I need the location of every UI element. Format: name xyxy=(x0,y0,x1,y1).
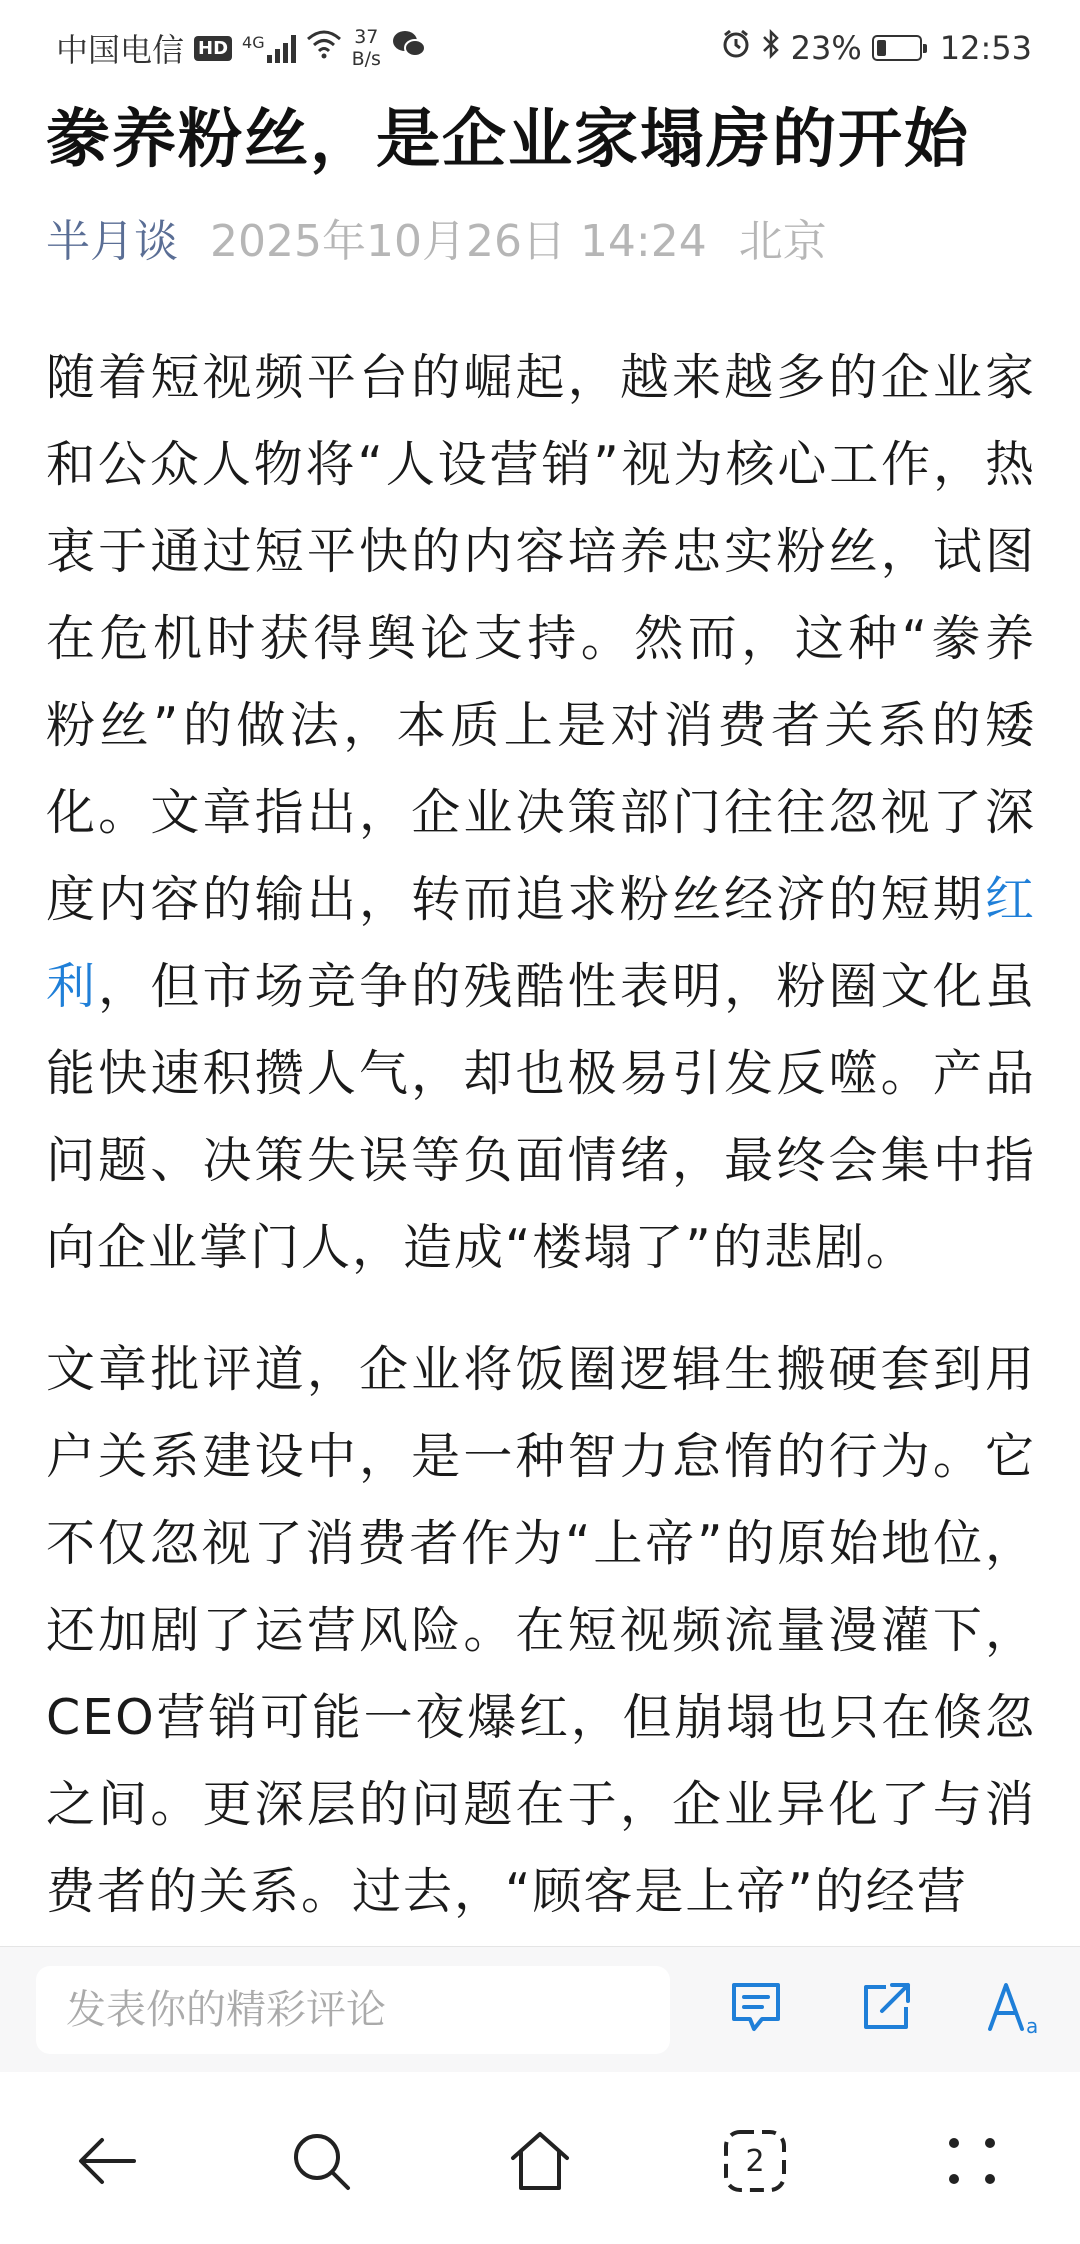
alarm-icon xyxy=(721,29,751,67)
bottom-nav xyxy=(0,2072,1080,2244)
status-right xyxy=(721,29,1032,67)
network-type: 4G xyxy=(242,33,265,52)
article xyxy=(46,96,1036,1935)
status-bar xyxy=(0,0,1080,96)
menu-icon[interactable] xyxy=(927,2116,1017,2206)
net-speed-value: 37 xyxy=(354,26,379,48)
article-author[interactable]: 半月谈 xyxy=(46,216,178,267)
article-datetime: 2025年10月26日 14:24 xyxy=(210,216,707,267)
tabs-icon[interactable] xyxy=(710,2116,800,2206)
carrier-name: 中国电信 xyxy=(56,31,185,69)
status-left xyxy=(56,25,427,71)
battery-percent: 23% xyxy=(790,29,862,67)
back-icon[interactable] xyxy=(62,2116,152,2206)
clock: 12:53 xyxy=(939,29,1032,67)
battery-icon xyxy=(872,35,922,61)
article-title: 豢养粉丝，是企业家塌房的开始 xyxy=(46,103,970,177)
article-body xyxy=(46,334,1036,1935)
hd-badge: HD xyxy=(194,36,232,61)
svg-text:a: a xyxy=(1026,2014,1039,2037)
comment-input[interactable] xyxy=(36,1966,670,2054)
keyword-link[interactable]: 红利 xyxy=(46,871,1036,1015)
paragraph-1-text-a: 随着短视频平台的崛起，越来越多的企业家和公众人物将“人设营销”视为核心工作，热衷于通过短平快的内容培养忠实粉丝，试图在危机时获得舆论支持。然而，这种“豢养粉丝”的做法，本质上是对消费者关系的矮化。文章指出，企业决策部门往往忽视了深度内容的输出，转而追求粉丝经济的短期 xyxy=(46,349,1036,928)
home-icon[interactable] xyxy=(495,2116,585,2206)
article-meta xyxy=(46,212,1036,272)
paragraph-2: 文章批评道，企业将饭圈逻辑生搬硬套到用户关系建设中，是一种智力怠惰的行为。它不仅忽视了消费者作为“上帝”的原始地位，还加剧了运营风险。在短视频流量漫灌下，CEO营销可能一夜爆红，但崩塌也只在倏忽之间。更深层的问题在于，企业异化了与消费者的关系。过去，“顾客是上帝”的经营 xyxy=(46,1341,1036,1920)
article-location: 北京 xyxy=(738,216,827,267)
net-speed xyxy=(352,26,381,70)
share-icon[interactable] xyxy=(848,1969,924,2045)
tab-count: 2 xyxy=(745,2143,765,2179)
paragraph-1 xyxy=(46,334,1036,1291)
font-size-icon[interactable] xyxy=(976,1969,1052,2045)
wifi-icon xyxy=(306,29,342,67)
signal-icon xyxy=(242,33,296,63)
comment-icon[interactable] xyxy=(718,1969,794,2045)
search-icon[interactable] xyxy=(276,2116,366,2206)
net-speed-unit: B/s xyxy=(351,48,381,70)
comment-bar xyxy=(0,1946,1080,2072)
bluetooth-icon xyxy=(761,29,781,67)
paragraph-1-text-b: ，但市场竞争的残酷性表明，粉圈文化虽能快速积攒人气，却也极易引发反噬。产品问题、决策失误等负面情绪，最终会集中指向企业掌门人，造成“楼塌了”的悲剧。 xyxy=(46,958,1036,1276)
wechat-icon xyxy=(391,29,427,67)
